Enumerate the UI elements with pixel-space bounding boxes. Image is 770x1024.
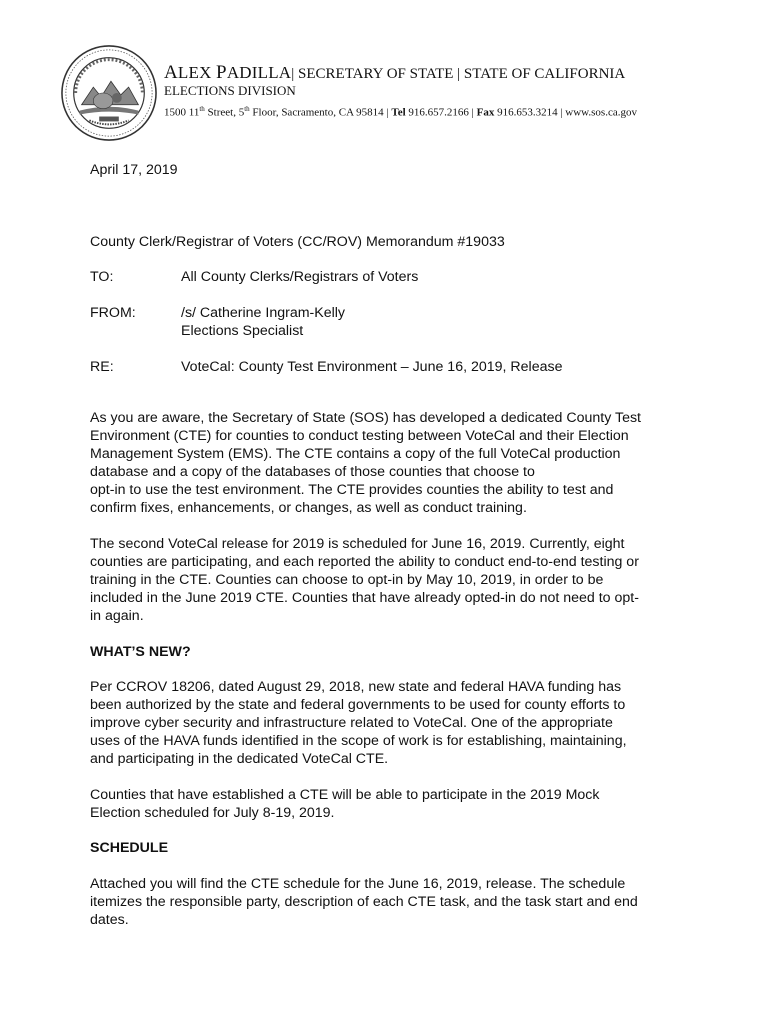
to-value: All County Clerks/Registrars of Voters xyxy=(181,269,419,285)
paragraph-hava-funding: Per CCROV 18206, dated August 29, 2018, new state and federal HAVA funding has been authorized by the state and federal governments to be used for county efforts to improve cyber security and infrastructure related to VoteCal. One of the appropriate uses of the HAVA funds identified in the scope of work is for establishing, maintaining, and participating in the dedicated VoteCal CTE. xyxy=(90,679,627,767)
memo-title: County Clerk/Registrar of Voters (CC/ROV) Memorandum #19033 xyxy=(90,234,505,250)
contact-line: 1500 11th Street, 5th Floor, Sacramento, CA 95814 | Tel 916.657.2166 | Fax 916.653.3214 | www.sos.ca.gov xyxy=(164,105,637,119)
heading-whats-new: WHAT’S NEW? xyxy=(90,644,191,660)
to-label: TO: xyxy=(90,269,114,285)
heading-schedule: SCHEDULE xyxy=(90,840,169,856)
re-value: VoteCal: County Test Environment – June 16, 2019, Release xyxy=(181,359,563,375)
paragraph-release: The second VoteCal release for 2019 is scheduled for June 16, 2019. Currently, eight counties are participating, and each reported the ability to conduct end-to-end testing or training in the CTE. Counties can choose to opt-in by May 10, 2019, in order to be included in the June 2019 CTE. Counties that have already opted-in do not need to opt- in again. xyxy=(90,536,639,624)
division-name: ELECTIONS DIVISION xyxy=(164,83,296,98)
from-name: /s/ Catherine Ingram-Kelly xyxy=(181,305,346,321)
paragraph-schedule: Attached you will find the CTE schedule for the June 16, 2019, release. The schedule itemizes the responsible party, description of each CTE task, and the task start and end dates. xyxy=(90,876,638,928)
letterhead xyxy=(164,64,764,121)
letterhead-title-line xyxy=(164,64,764,83)
from-title: Elections Specialist xyxy=(181,323,304,339)
from-value xyxy=(181,304,701,340)
re-label: RE: xyxy=(90,359,114,375)
paragraph-intro: As you are aware, the Secretary of State (SOS) has developed a dedicated County Test Environment (CTE) for counties to conduct testing between VoteCal and their Election Management System (EMS). The CTE contains a copy of the full VoteCal production database and a copy of the databases of those counties that choose to opt-in to use the test environment. The CTE provides counties the ability to test and confirm fixes, enhancements, or changes, as well as conduct training. xyxy=(90,410,641,516)
paragraph-mock-election: Counties that have established a CTE will be able to participate in the 2019 Mock Election scheduled for July 8-19, 2019. xyxy=(90,787,600,821)
secretary-name: ALEX PADILLA xyxy=(164,62,292,83)
letterhead-titles: | SECRETARY OF STATE | STATE OF CALIFORNIA xyxy=(291,66,626,82)
memo-date: April 17, 2019 xyxy=(90,162,178,178)
from-label: FROM: xyxy=(90,305,136,321)
california-state-seal-icon xyxy=(60,44,158,142)
